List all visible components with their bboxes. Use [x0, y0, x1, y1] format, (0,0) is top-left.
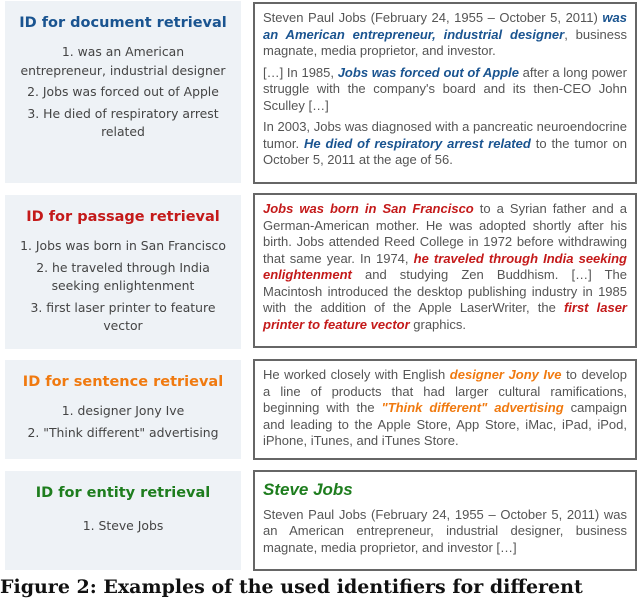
text-span: In 2003, Jobs was diagnosed with a pancreatic neuroendocrine tumor.: [263, 119, 627, 151]
panel-sentence-text: [253, 359, 637, 460]
highlighted-identifier: He died of respiratory arrest related: [304, 135, 531, 151]
entity-title: Steve Jobs: [263, 480, 353, 499]
text-span: to a Syrian father and a German-American mother. He was adopted shortly after his birth. Jobs attended Reed College in 1972 before withdrawing that same year. In 1974,: [263, 201, 627, 266]
text-span: and studying Zen Buddhism. […] The Macintosh introduced the desktop publishing industry in 1985 with the addition of the Apple LaserWriter, the: [263, 267, 627, 315]
id-item: 2. Jobs was forced out of Apple: [27, 84, 219, 99]
id-item: 2. he traveled through India seeking enlightenment: [36, 259, 210, 293]
text-span: graphics.: [409, 316, 467, 332]
panel-title: ID for passage retrieval: [26, 209, 220, 225]
id-item: 3. first laser printer to feature vector: [30, 299, 216, 333]
panel-passage-text: [253, 193, 637, 348]
highlighted-identifier: Jobs was born in San Francisco: [263, 201, 474, 216]
panel-document-text: [253, 2, 637, 184]
passage-paragraph: [263, 10, 627, 60]
highlighted-identifier: first laser printer to feature vector: [263, 300, 627, 332]
passage-paragraph: [263, 65, 627, 115]
text-span: Steven Paul Jobs (February 24, 1955 – October 5, 2011) was an American entrepreneur, industrial designer, business magnate, media proprietor, and investor […]: [263, 506, 627, 555]
id-item: 1. designer Jony Ive: [61, 403, 185, 418]
text-span: Steven Paul Jobs (February 24, 1955 – October 5, 2011): [263, 10, 603, 25]
highlighted-identifier: Jobs was forced out of Apple: [337, 64, 519, 80]
panel-entity-text: [253, 470, 637, 571]
highlighted-identifier: designer Jony Ive: [449, 367, 562, 382]
text-span: , business magnate, media proprietor, and investor.: [263, 26, 627, 58]
panel-title: ID for entity retrieval: [35, 485, 211, 501]
text-span: to develop a line of products that had larger cultural ramifications, beginning with the: [263, 367, 628, 415]
passage-paragraph: [263, 119, 627, 169]
id-item: 3. He died of respiratory arrest related: [27, 105, 219, 139]
panel-entity-ids: [5, 471, 241, 570]
id-item: 1. Steve Jobs: [82, 518, 164, 533]
id-item: 2. "Think different" advertising: [27, 424, 219, 440]
text-span: after a long power struggle with the company's board and its then-CEO John Sculley […]: [263, 64, 627, 113]
highlighted-identifier: "Think different" advertising: [381, 400, 564, 415]
panel-sentence-ids: [5, 360, 241, 459]
id-item: 1. Jobs was born in San Francisco: [20, 238, 226, 253]
panel-passage-ids: [5, 195, 241, 349]
panel-title: ID for document retrieval: [19, 15, 227, 31]
figure-caption: Figure 2: Examples of the used identifiers for different: [0, 576, 583, 598]
id-item: 1. was an American entrepreneur, industrial designer: [20, 44, 226, 78]
passage-paragraph: [263, 367, 627, 450]
text-span: […] In 1985,: [263, 64, 338, 80]
highlighted-identifier: was an American entrepreneur, industrial designer: [263, 10, 627, 42]
highlighted-identifier: he traveled through India seeking enlightenment: [263, 250, 627, 282]
passage-paragraph: [263, 507, 627, 557]
passage-paragraph: [263, 201, 627, 333]
text-span: to the tumor on October 5, 2011 at the age of 56.: [263, 135, 627, 167]
text-span: He worked closely with English: [263, 367, 450, 382]
text-span: campaign and leading to the Apple Store, App Store, iMac, iPad, iPod, iPhone, iTunes, and iTunes Store.: [263, 400, 627, 448]
panel-document-ids: [5, 1, 241, 183]
panel-title: ID for sentence retrieval: [22, 374, 224, 390]
